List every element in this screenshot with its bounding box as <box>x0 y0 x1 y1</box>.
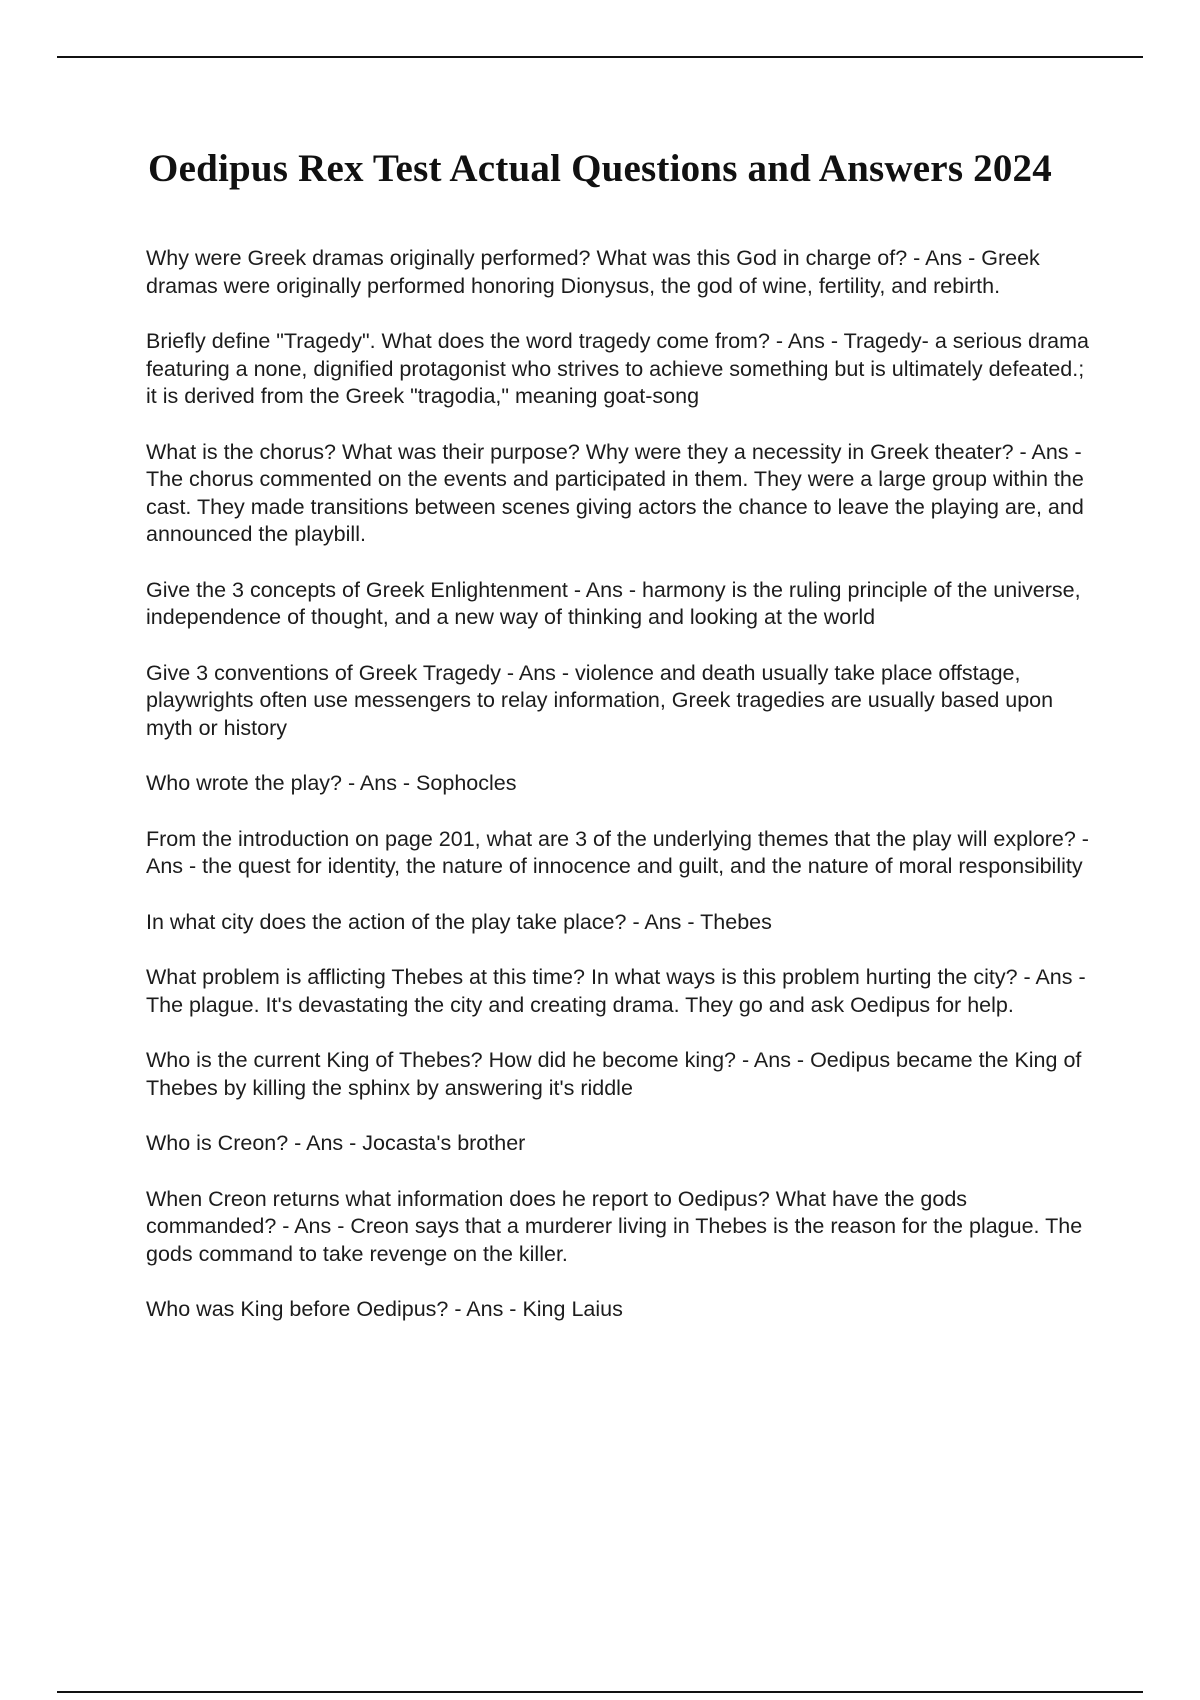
qa-list <box>146 245 1096 1352</box>
qa-item: Give 3 conventions of Greek Tragedy - Ans - violence and death usually take place offstage, playwrights often use messengers to relay information, Greek tragedies are usually based upon myth or history <box>146 660 1054 740</box>
qa-item: Why were Greek dramas originally performed? What was this God in charge of? - Ans - Greek dramas were originally performed honoring Dionysus, the god of wine, fertility, and rebirth. <box>146 246 1040 298</box>
header-rule <box>57 56 1143 58</box>
qa-item: From the introduction on page 201, what are 3 of the underlying themes that the play will explore? - Ans - the quest for identity, the nature of innocence and guilt, and the nature of moral responsibility <box>146 826 1089 878</box>
qa-item: Who wrote the play? - Ans - Sophocles <box>146 771 517 795</box>
qa-item: Who was King before Oedipus? - Ans - King Laius <box>146 1297 623 1321</box>
qa-item: Who is Creon? - Ans - Jocasta's brother <box>146 1131 526 1155</box>
page-title: Oedipus Rex Test Actual Questions and Answers 2024 <box>148 147 1052 190</box>
footer-rule <box>57 1691 1143 1693</box>
qa-item: What problem is afflicting Thebes at this time? In what ways is this problem hurting the city? - Ans - The plague. It's devastating the city and creating drama. They go and ask Oedipus for help. <box>146 965 1086 1017</box>
qa-item: What is the chorus? What was their purpose? Why were they a necessity in Greek theater? - Ans - The chorus commented on the events and participated in them. They were a large group within the cast. They made transitions between scenes giving actors the chance to leave the playing are, and announced the playbill. <box>146 439 1084 546</box>
qa-item: Give the 3 concepts of Greek Enlightenment - Ans - harmony is the ruling principle of the universe, independence of thought, and a new way of thinking and looking at the world <box>146 577 1081 629</box>
qa-item: Briefly define "Tragedy". What does the word tragedy come from? - Ans - Tragedy- a serious drama featuring a none, dignified protagonist who strives to achieve something but is ultimately defeated.; it is derived from the Greek "tragodia," meaning goat-song <box>146 329 1089 408</box>
qa-item: When Creon returns what information does he report to Oedipus? What have the gods commanded? - Ans - Creon says that a murderer living in Thebes is the reason for the plague. The gods command to take revenge on the killer. <box>146 1186 1083 1266</box>
qa-item: Who is the current King of Thebes? How did he become king? - Ans - Oedipus became the King of Thebes by killing the sphinx by answering it's riddle <box>146 1048 1082 1100</box>
qa-item: In what city does the action of the play take place? - Ans - Thebes <box>146 909 772 934</box>
